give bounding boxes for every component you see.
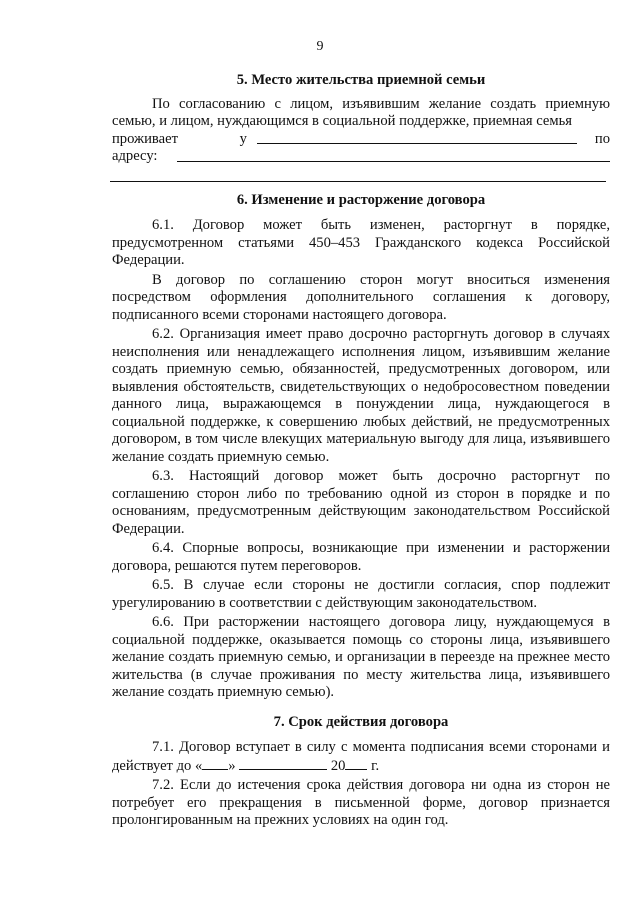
section-5-text [112, 96, 610, 131]
section-6-title: 6. Изменение и расторжение договора [236, 191, 486, 208]
address-row [112, 148, 610, 166]
paragraph-6-5: 6.5. В случае если стороны не достигли согласия, спор подлежит урегулированию в соответствии с действующим законодательством. [112, 577, 610, 611]
paragraph-6-3: 6.3. Настоящий договор может быть досрочно расторгнут по соглашению сторон либо по требованию одной из сторон в порядке и по основаниям, предусмотренным действующим законодательством Российской Федерации. [112, 468, 610, 537]
at-label: по [594, 130, 610, 147]
paragraph-7-2: 7.2. Если до истечения срока действия договора ни одна из сторон не потребует его прекращения в письменной форме, договор признается пролонгированным на прежних условиях на один год. [112, 777, 610, 828]
section-7-body [112, 739, 610, 830]
year-blank [345, 757, 367, 770]
section-7-title: 7. Срок действия договора [273, 713, 449, 730]
lives-with-blank [257, 142, 577, 144]
address-blank [177, 160, 610, 162]
paragraph-6-1: 6.1. Договор может быть изменен, расторгнут в порядке, предусмотренном статьями 450–453 Гражданского кодекса Российской Федерации. [112, 217, 610, 268]
paragraph-6-6: 6.6. При расторжении настоящего договора лицу, нуждающемуся в социальной поддержке, оказывается помощь со стороны лица, изъявившего желание создать приемную семью, и организации в переезде на прежнее место жительства (в случае проживания по месту жительства лица, изъявившего желание создать приемную семью). [112, 614, 610, 700]
date-open-quote: « [194, 757, 203, 774]
section-6-body [112, 217, 610, 702]
year-suffix: г. [371, 757, 380, 774]
lives-label: проживает у [112, 130, 247, 147]
paragraph-6-1-amendments: В договор по соглашению сторон могут вноситься изменения посредством оформления дополнительного соглашения к договору, подписанного всеми сторонами настоящего договора. [112, 271, 610, 323]
paragraph-6-2: 6.2. Организация имеет право досрочно расторгнуть договор в случаях неисполнения или ненадлежащего исполнения лицом, изъявившим желание создать приемную семью, обязанностей, предусмотренных договором, или выявления обстоятельств, свидетельствующих о недобросовестном поведении данного лица, выражающемся в понуждении лица, нуждающегося в социальной поддержке, к совершению любых действий, не предусмотренных договором, в том числе влекущих материальную выгоду для лица, изъявившего желание создать приемную семью. [112, 326, 610, 465]
day-blank [202, 757, 228, 770]
paragraph-7-1-text: 7.1. Договор вступает в силу с момента подписания всеми сторонами и действует до [112, 739, 610, 774]
paragraph-6-4: 6.4. Спорные вопросы, возникающие при изменении и расторжении договора, решаются путем переговоров. [112, 540, 610, 574]
lives-at-row [112, 131, 610, 149]
address-blank-continued [110, 180, 606, 182]
document-body [112, 72, 610, 830]
address-label: адресу: [112, 148, 158, 164]
section-5-title: 5. Место жительства приемной семьи [236, 72, 486, 88]
page-number: 9 [316, 39, 324, 54]
date-close-quote: » [228, 757, 236, 774]
paragraph-7-1 [112, 739, 610, 775]
section-5-text-body: По согласованию с лицом, изъявившим желание создать приемную семью, и лицом, нуждающимся в социальной поддержке, приемная семья [112, 95, 610, 129]
year-prefix: 20 [330, 757, 346, 774]
month-blank [239, 757, 327, 770]
